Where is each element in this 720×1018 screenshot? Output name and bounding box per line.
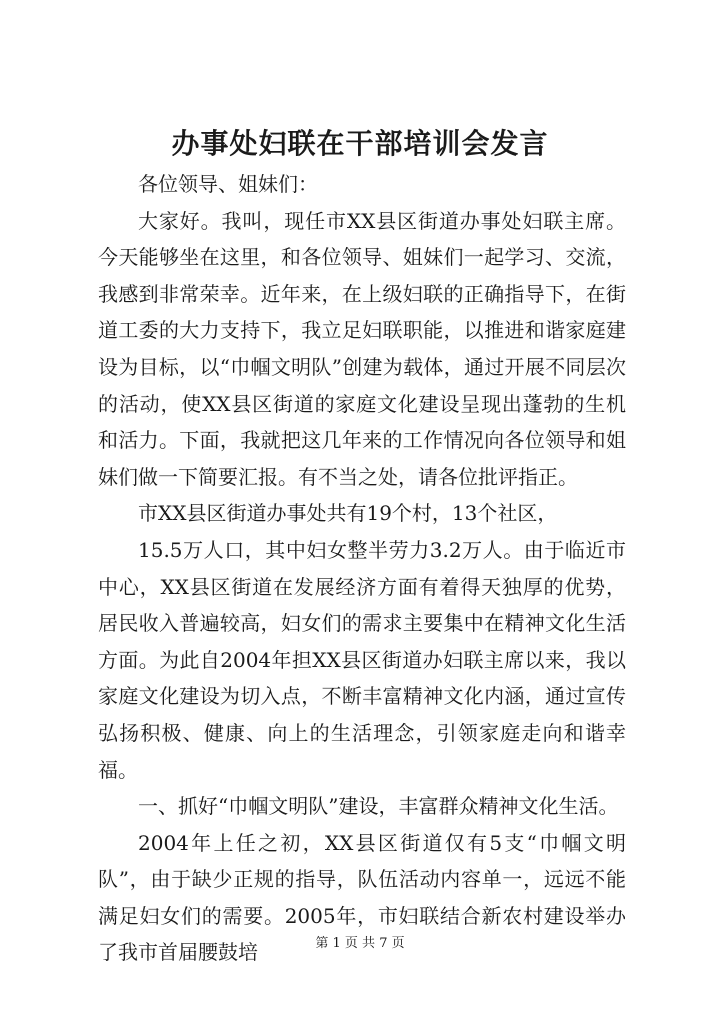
section-heading-1: 一、抓好“巾帼文明队”建设，丰富群众精神文化生活。 [138, 794, 619, 819]
document-body [98, 166, 626, 971]
paragraph-2004: 2004年上任之初，XX县区街道仅有5支“巾帼文明队”，由于缺少正规的指导，队伍活动内容单一，远远不能满足妇女们的需要。2005年，市妇联结合新农村建设举办了我市首届腰鼓培 [98, 830, 626, 965]
salutation: 各位领导、姐妹们： [138, 172, 318, 196]
page-number: 第 1 页 共 7 页 [315, 936, 405, 951]
paragraph-intro: 大家好。我叫，现任市XX县区街道办事处妇联主席。今天能够坐在这里，和各位领导、姐妹们一起学习、交流，我感到非常荣幸。近年来，在上级妇联的正确指导下，在街道工委的大力支持下，我立足妇联职能，以推进和谐家庭建设为目标，以“巾帼文明队”创建为载体，通过开展不同层次的活动，使XX县区街道的家庭文化建设呈现出蓬勃的生机和活力。下面，我就把这几年来的工作情况向各位领导和姐妹们做一下简要汇报。有不当之处，请各位批评指正。 [98, 208, 626, 489]
paragraph-villages: 市XX县区街道办事处共有19个村，13个社区， [138, 501, 558, 526]
document-title: 办事处妇联在干部培训会发言 [171, 127, 549, 160]
paragraph-population: 15.5万人口，其中妇女整半劳力3.2万人。由于临近市中心，XX县区街道在发展经济方面有着得天独厚的优势，居民收入普遍较高，妇女们的需求主要集中在精神文化生活方面。为此自2004年担XX县区街道办妇联主席以来，我以家庭文化建设为切入点，不断丰富精神文化内涵，通过宣传弘扬积极、健康、向上的生活理念，引领家庭走向和谐幸福。 [98, 537, 626, 782]
